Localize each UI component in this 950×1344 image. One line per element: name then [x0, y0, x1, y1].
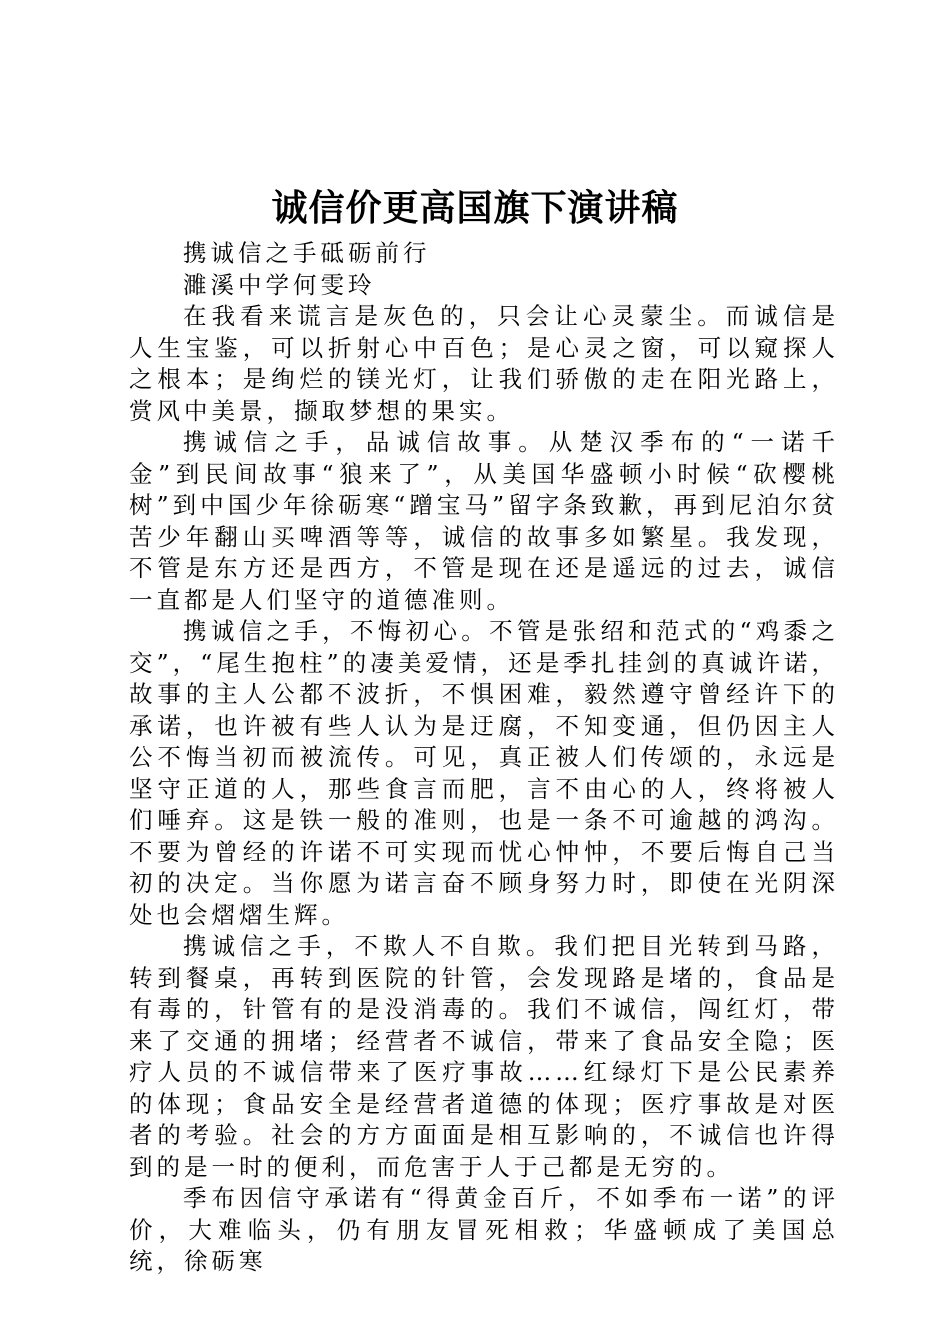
- document-body: [129, 238, 839, 1278]
- paragraph: 季布因信守承诺有“得黄金百斤，不如季布一诺”的评价，大难临头，仍有朋友冒死相救；华盛顿成了美国总统，徐砺寒: [129, 1184, 839, 1275]
- paragraph: 在我看来谎言是灰色的，只会让心灵蒙尘。而诚信是人生宝鉴，可以折射心中百色；是心灵之窗，可以窥探人之根本；是绚烂的镁光灯，让我们骄傲的走在阳光路上，赏风中美景，撷取梦想的果实。: [129, 302, 839, 425]
- document-title: 诚信价更高国旗下演讲稿: [271, 187, 679, 229]
- paragraph: 携诚信之手，不悔初心。不管是张绍和范式的“鸡黍之交”，“尾生抱柱”的凄美爱情，还是季扎挂剑的真诚许诺，故事的主人公都不波折，不惧困难，毅然遵守曾经许下的承诺，也许被有些人认为是迂腐，不知变通，但仍因主人公不悔当初而被流传。可见，真正被人们传颂的，永远是坚守正道的人，那些食言而肥，言不由心的人，终将被人们唾弃。这是铁一般的准则，也是一条不可逾越的鸿沟。不要为曾经的许诺不可实现而忧心忡忡，不要后悔自己当初的决定。当你愿为诺言奋不顾身努力时，即使在光阴深处也会熠熠生辉。: [129, 617, 839, 929]
- paragraph: 携诚信之手，不欺人不自欺。我们把目光转到马路，转到餐桌，再转到医院的针管，会发现路是堵的，食品是有毒的，针管有的是没消毒的。我们不诚信，闯红灯，带来了交通的拥堵；经营者不诚信，带来了食品安全隐；医疗人员的不诚信带来了医疗事故……红绿灯下是公民素养的体现；食品安全是经营者道德的体现；医疗事故是对医者的考验。社会的方方面面是相互影响的，不诚信也许得到的是一时的便利，而危害于人于己都是无穷的。: [129, 932, 839, 1181]
- paragraph: 携诚信之手，品诚信故事。从楚汉季布的“一诺千金”到民间故事“狼来了”，从美国华盛顿小时候“砍樱桃树”到中国少年徐砺寒“蹭宝马”留字条致歉，再到尼泊尔贫苦少年翻山买啤酒等等，诚信的故事多如繁星。我发现，不管是东方还是西方，不管是现在还是遥远的过去，诚信一直都是人们坚守的道德准则。: [129, 428, 839, 614]
- document-subtitle: 携诚信之手砥砺前行: [183, 239, 431, 267]
- document-author: 濉溪中学何雯玲: [183, 270, 376, 299]
